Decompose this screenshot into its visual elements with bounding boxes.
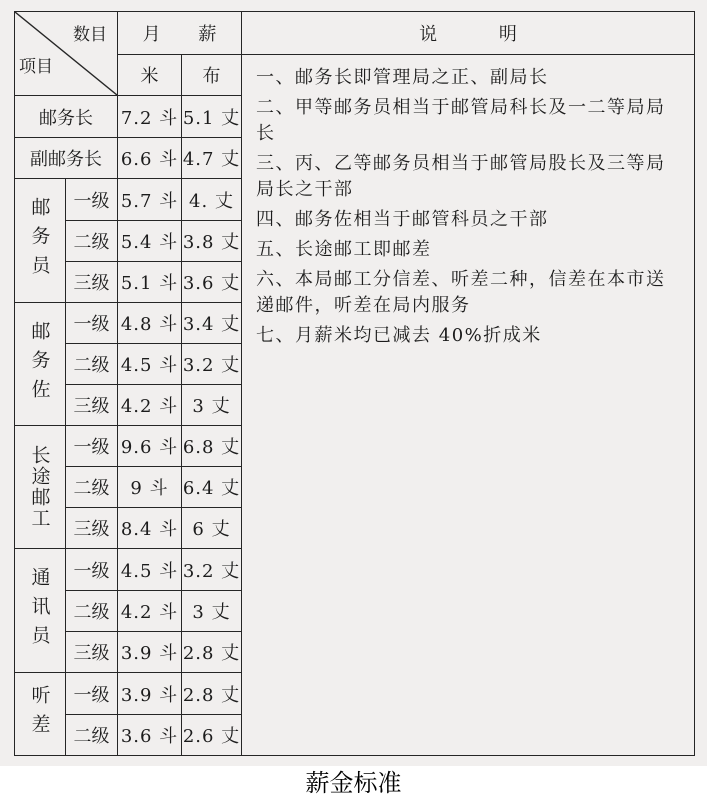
cloth-cell: 6 丈 [182,508,242,549]
category-cell: 副邮务长 [15,138,118,179]
rice-cell: 5.4 斗 [118,221,182,262]
cloth-cell: 3.2 丈 [182,344,242,385]
rice-cell: 6.6 斗 [118,138,182,179]
group-cell [15,549,66,673]
rice-cell: 9.6 斗 [118,426,182,467]
group-label: 邮务佐 [28,320,51,408]
cloth-cell: 6.4 丈 [182,467,242,508]
rice-cell: 5.7 斗 [118,179,182,221]
level-cell: 二级 [66,591,118,632]
level-cell: 二级 [66,467,118,508]
note-item: 七、月薪米均已减去 40%折成米 [256,325,542,346]
cloth-cell: 5.1 丈 [182,96,242,138]
cloth-cell: 3.6 丈 [182,262,242,303]
header-yuexin: 月 薪 [118,12,242,55]
cloth-cell: 2.8 丈 [182,632,242,673]
cloth-cell: 2.8 丈 [182,673,242,715]
header-mi: 米 [118,55,182,96]
salary-table [14,11,695,756]
rice-cell: 9 斗 [118,467,182,508]
rice-cell: 4.5 斗 [118,344,182,385]
rice-cell: 3.9 斗 [118,632,182,673]
rice-cell: 4.2 斗 [118,385,182,426]
note-item: 五、长途邮工即邮差 [256,239,432,260]
rice-cell: 7.2 斗 [118,96,182,138]
caption: 薪金标准 [0,766,707,800]
level-cell: 一级 [66,303,118,344]
rice-cell: 4.5 斗 [118,549,182,591]
header-shumu: 数目 [73,25,107,45]
note-item: 一、邮务长即管理局之正、副局长 [256,67,549,88]
group-label: 长途邮工 [28,445,51,529]
header-xiangmu: 项目 [19,57,53,77]
note-item: 二、甲等邮务员相当于邮管局科长及一二等局局长 [256,97,666,144]
rice-cell: 4.2 斗 [118,591,182,632]
level-cell: 二级 [66,715,118,756]
group-cell [15,673,66,756]
group-label: 通讯员 [28,567,51,654]
note-item: 六、本局邮工分信差、听差二种，信差在本市送递邮件，听差在局内服务 [256,269,666,316]
rice-cell: 3.9 斗 [118,673,182,715]
note-item: 四、邮务佐相当于邮管科员之干部 [256,209,549,230]
corner-header-cell [15,12,118,96]
cloth-cell: 3.8 丈 [182,221,242,262]
rice-cell: 8.4 斗 [118,508,182,549]
header-bu: 布 [182,55,242,96]
category-cell: 邮务长 [15,96,118,138]
level-cell: 三级 [66,632,118,673]
level-cell: 一级 [66,426,118,467]
level-cell: 三级 [66,385,118,426]
rice-cell: 4.8 斗 [118,303,182,344]
group-cell [15,303,66,426]
level-cell: 一级 [66,549,118,591]
cloth-cell: 3.2 丈 [182,549,242,591]
level-cell: 三级 [66,508,118,549]
cloth-cell: 2.6 丈 [182,715,242,756]
level-cell: 二级 [66,344,118,385]
header-shuoming: 说 明 [242,12,695,55]
level-cell: 一级 [66,673,118,715]
notes-cell [242,55,695,756]
level-cell: 一级 [66,179,118,221]
level-cell: 二级 [66,221,118,262]
cloth-cell: 6.8 丈 [182,426,242,467]
cloth-cell: 3.4 丈 [182,303,242,344]
rice-cell: 3.6 斗 [118,715,182,756]
group-label: 邮务员 [28,197,51,284]
level-cell: 三级 [66,262,118,303]
cloth-cell: 4.7 丈 [182,138,242,179]
cloth-cell: 3 丈 [182,385,242,426]
group-cell [15,179,66,303]
group-cell [15,426,66,549]
cloth-cell: 4. 丈 [182,179,242,221]
note-item: 三、丙、乙等邮务员相当于邮管局股长及三等局局长之干部 [256,153,666,200]
rice-cell: 5.1 斗 [118,262,182,303]
group-label: 听差 [28,685,51,743]
cloth-cell: 3 丈 [182,591,242,632]
